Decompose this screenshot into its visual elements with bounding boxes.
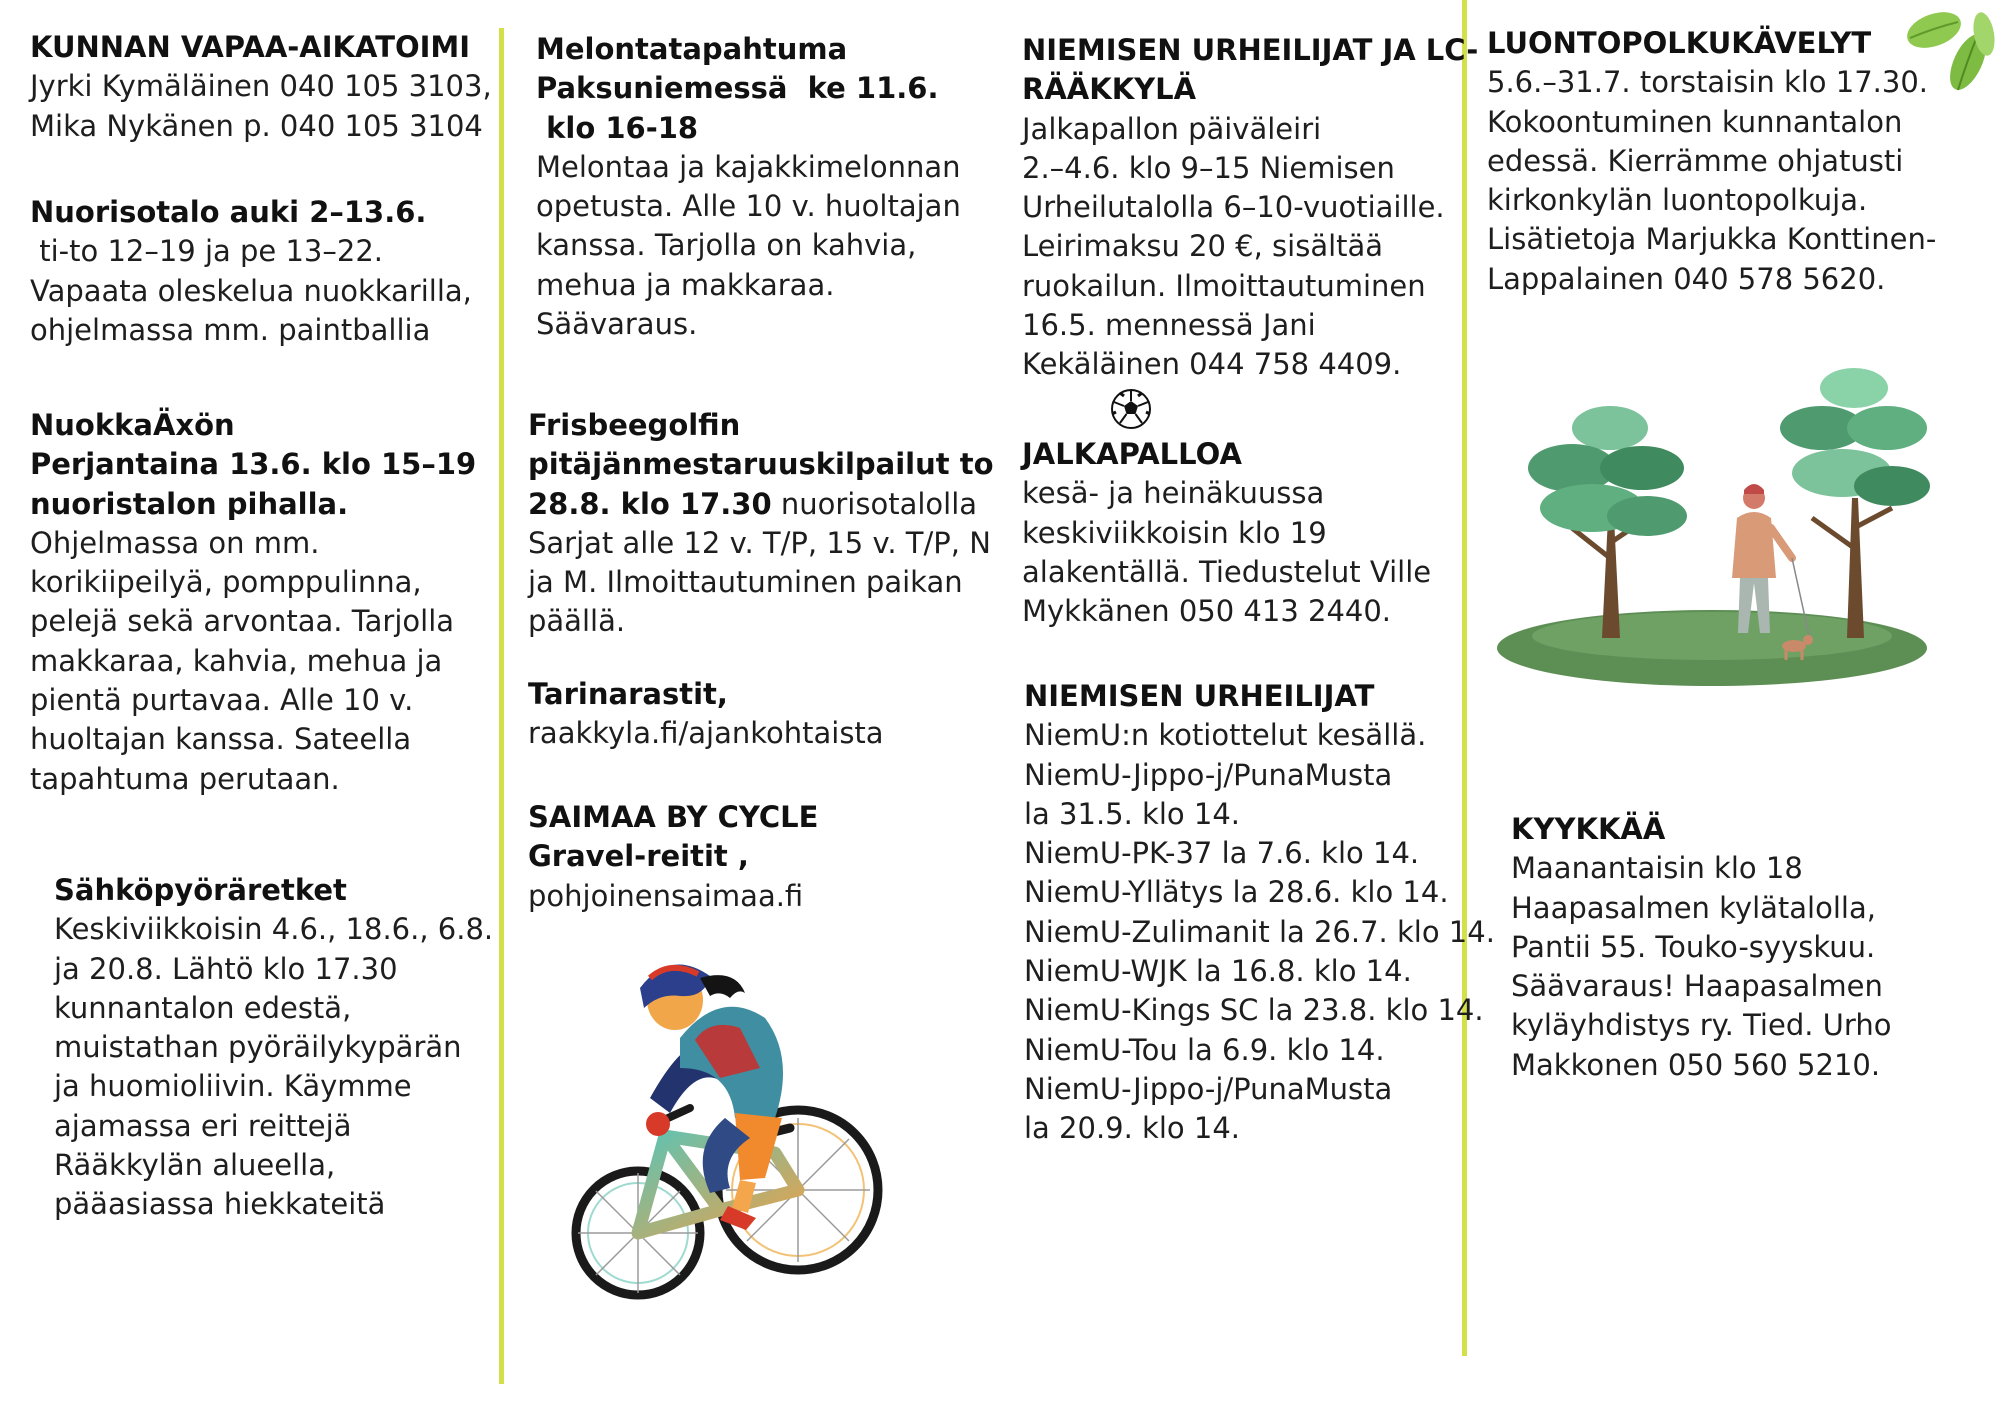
section-heading: NuokkaÄxön [30, 408, 235, 442]
text-line: ja 20.8. Lähtö klo 17.30 [54, 951, 398, 986]
text-line: makkaraa, kahvia, mehua ja [30, 643, 443, 678]
section-heading: KUNNAN VAPAA-AIKATOIMI [30, 30, 471, 64]
section-heading: Sähköpyöräretket [54, 873, 347, 907]
section-kyykkaa [1511, 810, 1891, 1085]
section-heading: Tarinarastit, [528, 677, 728, 711]
soccer-ball-icon [1110, 388, 1152, 430]
text-line: keskiviikkoisin klo 19 [1022, 515, 1327, 550]
text-line: Mika Nykänen p. 040 105 3104 [30, 108, 483, 143]
text-line: ajamassa eri reittejä [54, 1108, 352, 1143]
text-line: Keskiviikkoisin 4.6., 18.6., 6.8. [54, 912, 494, 947]
text-line: Melontaa ja kajakkimelonnan [536, 149, 961, 184]
website-link[interactable]: pohjoinensaimaa.fi [528, 878, 804, 913]
cyclist-illustration [560, 948, 920, 1308]
event-date: 28.8. klo 17.30 [528, 486, 772, 521]
text-line: Pantii 55. Touko-syyskuu. [1511, 929, 1876, 964]
text-line: Mykkänen 050 413 2440. [1022, 594, 1392, 629]
text-line: ja huomioliivin. Käymme [54, 1069, 412, 1104]
leaf-icon [1900, 4, 1996, 108]
text-line: opetusta. Alle 10 v. huoltajan [536, 189, 961, 224]
section-melontatapahtuma [536, 30, 961, 344]
text-line: ti-to 12–19 ja pe 13–22. [30, 234, 383, 269]
text-line: Säävaraus. [536, 307, 698, 342]
section-heading: klo 16-18 [536, 110, 699, 145]
section-tarinarastit [528, 675, 884, 754]
text-line: Lappalainen 040 578 5620. [1487, 261, 1886, 296]
section-heading: Nuorisotalo auki 2–13.6. [30, 195, 427, 229]
match-line: NiemU-Zulimanit la 26.7. klo 14. [1024, 914, 1495, 949]
section-niemisen-lc [1022, 31, 1478, 385]
match-line: NiemU-Kings SC la 23.8. klo 14. [1024, 993, 1484, 1028]
match-line: NiemU-Jippo-j/PunaMusta [1024, 1071, 1393, 1106]
text-line: Maanantaisin klo 18 [1511, 851, 1803, 886]
section-sahkopyoraretket [54, 871, 493, 1225]
text-line: Haapasalmen kylätalolla, [1511, 890, 1876, 925]
column-divider-1 [499, 28, 504, 1384]
text-line: Sarjat alle 12 v. T/P, 15 v. T/P, N [528, 525, 991, 560]
section-heading: RÄÄKKYLÄ [1022, 72, 1197, 107]
section-luontopolkukavelyt [1487, 24, 1936, 299]
section-heading: KYYKKÄÄ [1511, 812, 1666, 846]
section-niemisen-urheilijat [1024, 677, 1495, 1149]
text-line: kesä- ja heinäkuussa [1022, 476, 1325, 511]
text-line: Rääkkylän alueella, [54, 1148, 336, 1183]
section-heading: Gravel-reitit , [528, 839, 749, 874]
text-line: Säävaraus! Haapasalmen [1511, 969, 1883, 1004]
match-line: NiemU-PK-37 la 7.6. klo 14. [1024, 836, 1420, 871]
section-nuokkaaxon [30, 406, 476, 799]
match-line: la 31.5. klo 14. [1024, 796, 1240, 831]
match-line: NiemU-WJK la 16.8. klo 14. [1024, 954, 1412, 989]
section-nuorisotalo [30, 193, 472, 350]
section-heading: Perjantaina 13.6. klo 15–19 [30, 447, 477, 482]
text-line: alakentällä. Tiedustelut Ville [1022, 554, 1432, 589]
text-line: 2.–4.6. klo 9–15 Niemisen [1022, 150, 1395, 185]
text-line: Makkonen 050 560 5210. [1511, 1047, 1881, 1082]
text-line: ohjelmassa mm. paintballia [30, 312, 431, 347]
text-line: ruokailun. Ilmoittautuminen [1022, 268, 1426, 303]
text-line: Jyrki Kymäläinen 040 105 3103, [30, 69, 492, 104]
text-line: Lisätietoja Marjukka Konttinen- [1487, 222, 1937, 257]
text-line: NiemU:n kotiottelut kesällä. [1024, 718, 1427, 753]
text-line: 16.5. mennessä Jani [1022, 308, 1316, 343]
text-line: kirkonkylän luontopolkuja. [1487, 183, 1868, 218]
section-vapaa-aikatoimi [30, 28, 492, 146]
park-walk-illustration [1492, 368, 1932, 688]
match-line: NiemU-Jippo-j/PunaMusta [1024, 757, 1393, 792]
section-heading: SAIMAA BY CYCLE [528, 800, 819, 834]
section-frisbeegolf [528, 406, 994, 642]
website-link[interactable]: raakkyla.fi/ajankohtaista [528, 716, 884, 751]
text-line: kunnantalon edestä, [54, 990, 352, 1025]
section-heading: Frisbeegolfin [528, 408, 741, 442]
text-line: Ohjelmassa on mm. [30, 525, 320, 560]
match-line: NiemU-Yllätys la 28.6. klo 14. [1024, 875, 1449, 910]
section-heading: LUONTOPOLKUKÄVELYT [1487, 26, 1872, 60]
text-line: pelejä sekä arvontaa. Tarjolla [30, 604, 455, 639]
match-line: NiemU-Tou la 6.9. klo 14. [1024, 1032, 1385, 1067]
text-line: Urheilutalolla 6–10-vuotiaille. [1022, 190, 1445, 225]
section-heading: Paksuniemessä ke 11.6. [536, 71, 939, 106]
text-line: edessä. Kierrämme ohjatusti [1487, 143, 1904, 178]
section-heading: NIEMISEN URHEILIJAT [1024, 679, 1375, 713]
section-saimaa-by-cycle [528, 798, 818, 916]
section-heading: JALKAPALLOA [1022, 437, 1242, 471]
text-line: 5.6.–31.7. torstaisin klo 17.30. [1487, 65, 1929, 100]
text-line: Leirimaksu 20 €, sisältää [1022, 229, 1384, 264]
text-line: kanssa. Tarjolla on kahvia, [536, 228, 917, 263]
text-line: muistathan pyöräilykypärän [54, 1030, 462, 1065]
text-line: pientä purtavaa. Alle 10 v. [30, 683, 414, 718]
tree-left [1528, 406, 1687, 638]
event-place: nuorisotalolla [771, 486, 978, 521]
match-line: la 20.9. klo 14. [1024, 1111, 1240, 1146]
text-line: Vapaata oleskelua nuokkarilla, [30, 273, 472, 308]
tree-right [1780, 368, 1930, 638]
text-line: huoltajan kanssa. Sateella [30, 722, 412, 757]
text-line: tapahtuma perutaan. [30, 761, 340, 796]
section-jalkapalloa [1022, 435, 1431, 631]
text-line: kyläyhdistys ry. Tied. Urho [1511, 1008, 1892, 1043]
section-heading: nuoristalon pihalla. [30, 486, 349, 521]
text-line: ja M. Ilmoittautuminen paikan [528, 565, 963, 600]
section-heading: NIEMISEN URHEILIJAT JA LC- [1022, 33, 1479, 67]
text-line: mehua ja makkaraa. [536, 267, 835, 302]
section-heading: pitäjänmestaruuskilpailut to [528, 447, 994, 482]
text-line: korikiipeilyä, pomppulinna, [30, 565, 422, 600]
text-line: Kokoontuminen kunnantalon [1487, 104, 1903, 139]
text-line: Jalkapallon päiväleiri [1022, 111, 1322, 146]
section-heading: Melontatapahtuma [536, 32, 848, 66]
text-line: Kekäläinen 044 758 4409. [1022, 347, 1402, 382]
text-line: päällä. [528, 604, 626, 639]
text-line: pääasiassa hiekkateitä [54, 1187, 386, 1222]
text-line [528, 485, 994, 524]
